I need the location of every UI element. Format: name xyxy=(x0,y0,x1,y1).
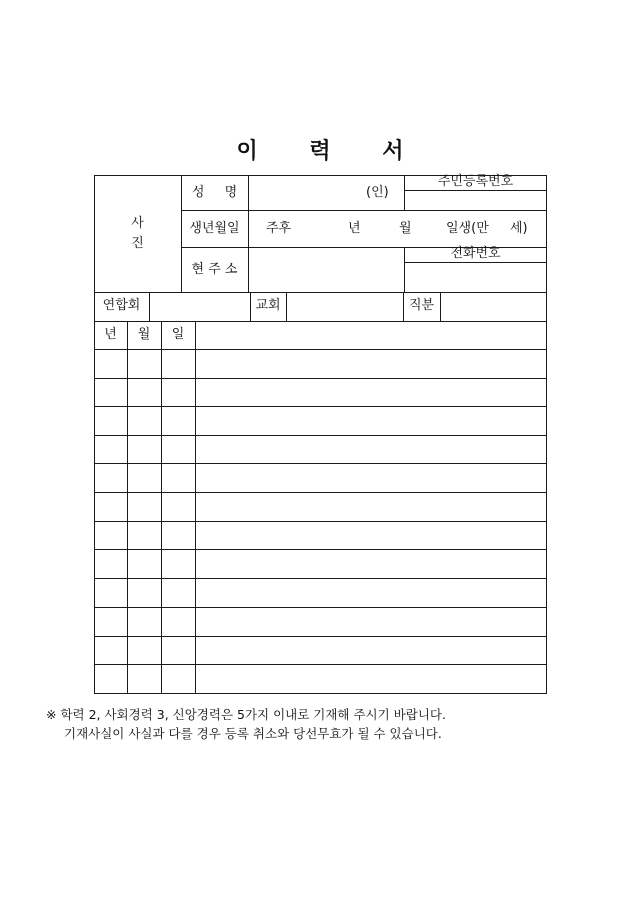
photo-label-line1: 사 xyxy=(131,216,144,231)
history-row-line xyxy=(94,378,547,379)
history-header-day: 일 xyxy=(171,327,185,342)
history-divider-day xyxy=(195,321,196,693)
federation-divider-5 xyxy=(440,292,441,321)
phone-label: 전화번호 xyxy=(450,246,501,261)
history-row-line xyxy=(94,549,547,550)
birth-month-unit: 월 xyxy=(399,221,412,236)
birth-day-age: 일생(만 xyxy=(446,221,489,236)
history-row-line xyxy=(94,492,547,493)
address-label: 현 주 소 xyxy=(191,262,238,277)
history-header-year: 년 xyxy=(104,327,117,342)
history-row-line xyxy=(94,607,547,608)
seal-label: (인) xyxy=(366,185,389,200)
history-row-line xyxy=(94,664,547,665)
resident-label-line xyxy=(404,190,547,191)
birth-label: 생년월일 xyxy=(189,221,240,236)
phone-label-line xyxy=(404,262,547,263)
federation-divider-3 xyxy=(286,292,287,321)
church-label: 교회 xyxy=(255,298,281,313)
outer-bottom-border xyxy=(94,693,547,694)
name-row-bottom xyxy=(181,210,547,211)
label-divider xyxy=(248,175,249,292)
history-row-line xyxy=(94,521,547,522)
birth-year-unit: 년 xyxy=(348,221,361,236)
federation-divider-1 xyxy=(149,292,150,321)
history-divider-month xyxy=(161,321,162,693)
note-line-1: ※ 학력 2, 사회경력 3, 신앙경력은 5가지 이내로 기재해 주시기 바랍니다. xyxy=(46,707,446,722)
photo-label-line2: 진 xyxy=(131,236,144,251)
birth-era: 주후 xyxy=(266,221,292,236)
top-section-bottom xyxy=(94,292,547,293)
history-row-line xyxy=(94,349,547,350)
position-label: 직분 xyxy=(408,298,435,313)
history-row-line xyxy=(94,463,547,464)
history-divider-year xyxy=(127,321,128,693)
history-row-line xyxy=(94,435,547,436)
history-header-month: 월 xyxy=(137,327,151,342)
birth-age-suffix: 세) xyxy=(510,221,528,236)
note-line-2: 기재사실이 사실과 다를 경우 등록 취소와 당선무효가 될 수 있습니다. xyxy=(64,726,442,741)
history-row-line xyxy=(94,578,547,579)
resident-number-label: 주민등록번호 xyxy=(437,174,514,189)
page-title: 이 력 서 xyxy=(236,138,426,164)
name-label: 성 명 xyxy=(191,185,246,200)
federation-label: 연합회 xyxy=(102,298,141,313)
history-row-line xyxy=(94,636,547,637)
history-row-line xyxy=(94,406,547,407)
